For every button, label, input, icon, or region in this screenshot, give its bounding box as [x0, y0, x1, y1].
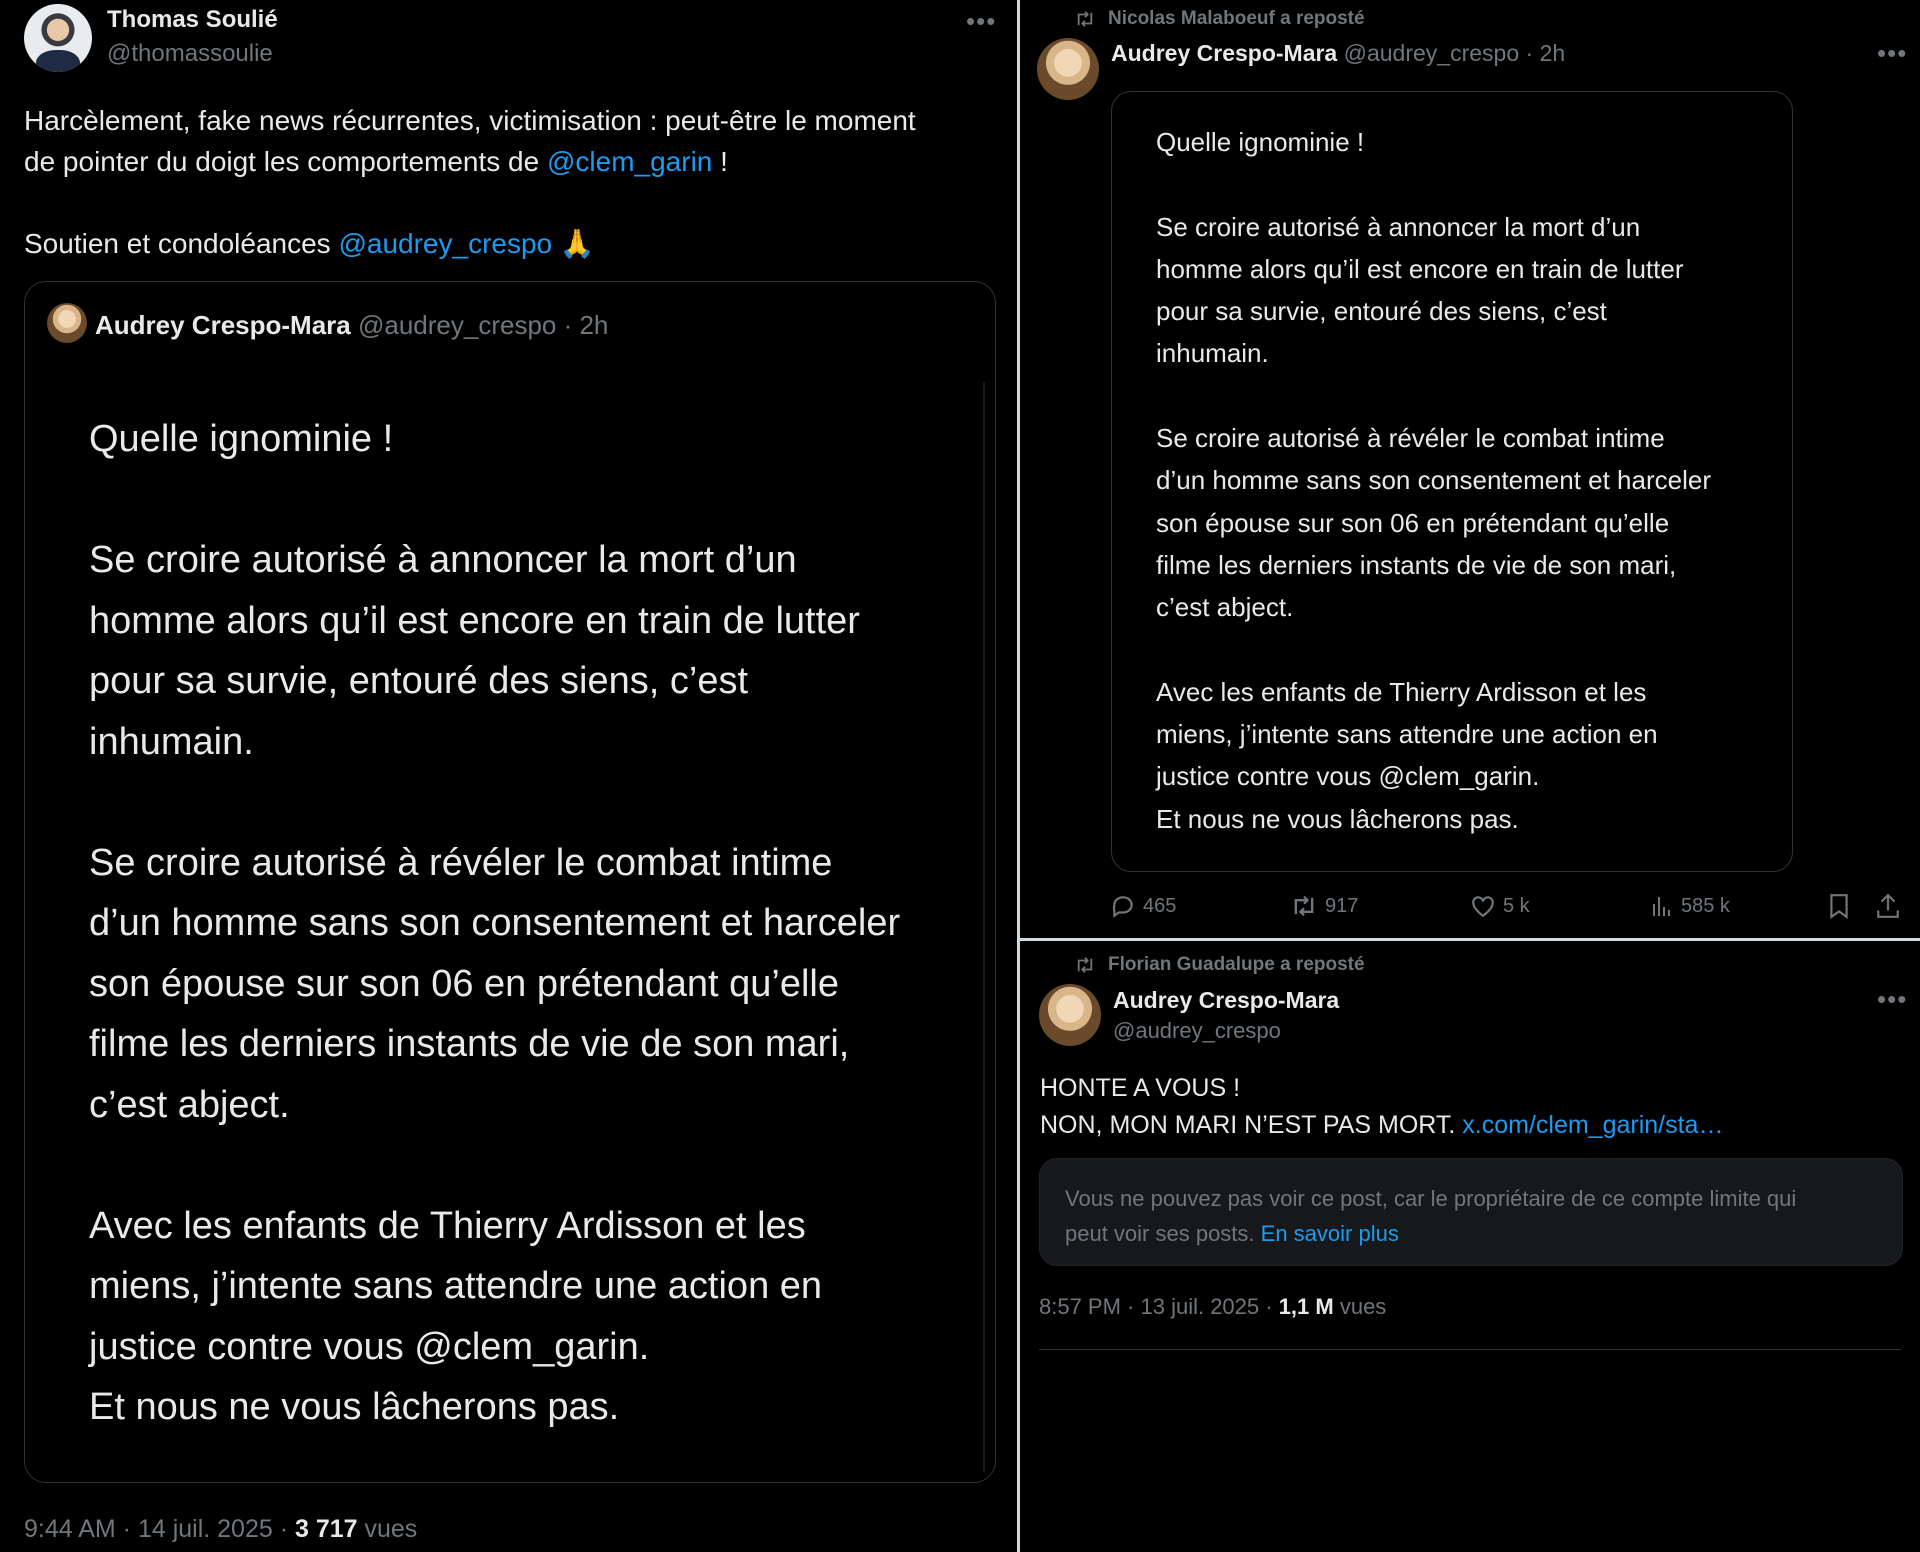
quoted-tweet[interactable] [24, 281, 996, 1483]
quote-time: · 2h [563, 310, 609, 340]
repost-label[interactable]: Nicolas Malaboeuf a reposté [1108, 8, 1365, 29]
tweet-meta [24, 1515, 417, 1544]
quote-avatar [47, 303, 87, 343]
views-count: 585 k [1681, 894, 1730, 917]
avatar[interactable] [24, 4, 92, 72]
mention-link[interactable]: @clem_garin [546, 146, 713, 177]
share-icon [1876, 893, 1900, 919]
views-count: 1,1 M [1278, 1294, 1334, 1319]
author-name[interactable]: Audrey Crespo-Mara [1113, 987, 1340, 1013]
panel-divider-horizontal [1020, 938, 1920, 941]
quote-author-handle: @audrey_crespo [357, 310, 557, 340]
repost-icon [1074, 956, 1096, 974]
text-segment: Soutien et condoléances [24, 228, 339, 259]
more-icon[interactable]: ••• [966, 6, 997, 36]
tweet-text-line: HONTE A VOUS ! [1040, 1074, 1241, 1102]
quote-author-name: Audrey Crespo-Mara [95, 310, 351, 340]
tweet-image-text: Quelle ignominie ! Se croire autorisé à annoncer la mort d’un homme alors qu’il est encore en train de lutter pour sa survie, entouré des siens, c’est inhumain. Se croire autorisé à révéler le combat intime d’un homme sans son consentement et harceler son épouse sur son 06 en prétendant qu’elle filme les derniers instants de vie de son mari, c’est abject. Avec les enfants de Thierry Ardisson et les miens, j’intente sans attendre une action en justice contre vous @clem_garin. Et nous ne vous lâcherons pas. [1156, 127, 1711, 834]
views-label: vues [357, 1515, 418, 1543]
like-button[interactable] [1470, 891, 1530, 921]
notice-line [1065, 1216, 1796, 1251]
learn-more-link[interactable]: En savoir plus [1260, 1221, 1399, 1246]
share-button[interactable] [1876, 891, 1900, 921]
repost-context [1074, 8, 1365, 30]
tweet-text-line [1040, 1107, 1723, 1144]
views-label: vues [1333, 1294, 1387, 1319]
views-button[interactable] [1650, 891, 1730, 921]
more-icon[interactable]: ••• [1877, 38, 1908, 68]
author-name[interactable]: Audrey Crespo-Mara [1111, 40, 1338, 66]
repost-count: 917 [1325, 894, 1359, 917]
tweet-meta [1039, 1294, 1386, 1320]
notice-text [1065, 1181, 1796, 1251]
repost-label[interactable]: Florian Guadalupe a reposté [1108, 954, 1365, 975]
like-icon [1470, 894, 1496, 918]
timestamp[interactable]: 9:44 AM · 14 juil. 2025 · [24, 1515, 295, 1543]
author-handle[interactable]: @audrey_crespo [1343, 40, 1520, 66]
tweet-text [24, 100, 916, 264]
repost-context [1074, 954, 1365, 976]
timestamp[interactable]: 8:57 PM · 13 juil. 2025 · [1039, 1294, 1279, 1319]
text-segment: peut voir ses posts. [1065, 1221, 1261, 1246]
tweet-text [1040, 1070, 1723, 1144]
quote-header [95, 310, 608, 341]
tweet-image[interactable] [1111, 91, 1793, 872]
reply-button[interactable] [1110, 891, 1176, 921]
notice-line: Vous ne pouvez pas voir ce post, car le propriétaire de ce compte limite qui [1065, 1186, 1797, 1211]
mention-link[interactable]: @audrey_crespo [338, 228, 553, 259]
text-segment: ! [712, 146, 728, 177]
reply-icon [1110, 894, 1136, 918]
repost-icon [1290, 894, 1318, 918]
reply-count: 465 [1143, 894, 1177, 917]
tweet-text-line: Harcèlement, fake news récurrentes, victimisation : peut-être le moment [24, 105, 916, 136]
views-icon [1650, 894, 1674, 918]
text-segment: NON, MON MARI N’EST PAS MORT. [1040, 1111, 1463, 1139]
tweet-text-line [24, 223, 916, 264]
tweet-text-line [24, 141, 916, 182]
views-count: 3 717 [294, 1515, 358, 1543]
author-name[interactable]: Thomas Soulié [107, 6, 278, 33]
pray-emoji-icon: 🙏 [559, 228, 595, 259]
quote-image-divider [983, 382, 985, 1472]
text-segment: de pointer du doigt les comportements de [24, 146, 547, 177]
like-count: 5 k [1503, 894, 1530, 917]
bookmark-button[interactable] [1828, 891, 1850, 921]
tweet-time[interactable]: · 2h [1525, 40, 1566, 66]
quote-image-text: Quelle ignominie ! Se croire autorisé à annoncer la mort d’un homme alors qu’il est encore en train de lutter pour sa survie, entouré des siens, c’est inhumain. Se croire autorisé à révéler le combat intime d’un homme sans son consentement et harceler son épouse sur son 06 en prétendant qu’elle filme les derniers instants de vie de son mari, c’est abject. Avec les enfants de Thierry Ardisson et les miens, j’intente sans attendre une action en justice contre vous @clem_garin. Et nous ne vous lâcherons pas. [89, 418, 901, 1428]
restricted-notice [1039, 1158, 1903, 1266]
author-handle[interactable]: @audrey_crespo [1113, 1018, 1281, 1043]
repost-icon [1074, 10, 1096, 28]
panel-divider-vertical [1017, 0, 1020, 1552]
repost-button[interactable] [1290, 891, 1358, 921]
bookmark-icon [1828, 893, 1850, 919]
author-handle[interactable]: @thomassoulie [107, 40, 273, 67]
meta-divider [1039, 1349, 1901, 1350]
avatar[interactable] [1037, 38, 1099, 100]
tweet-link[interactable]: x.com/clem_garin/sta… [1462, 1111, 1724, 1139]
tweet-header [1111, 40, 1565, 67]
more-icon[interactable]: ••• [1877, 984, 1908, 1014]
avatar[interactable] [1039, 984, 1101, 1046]
